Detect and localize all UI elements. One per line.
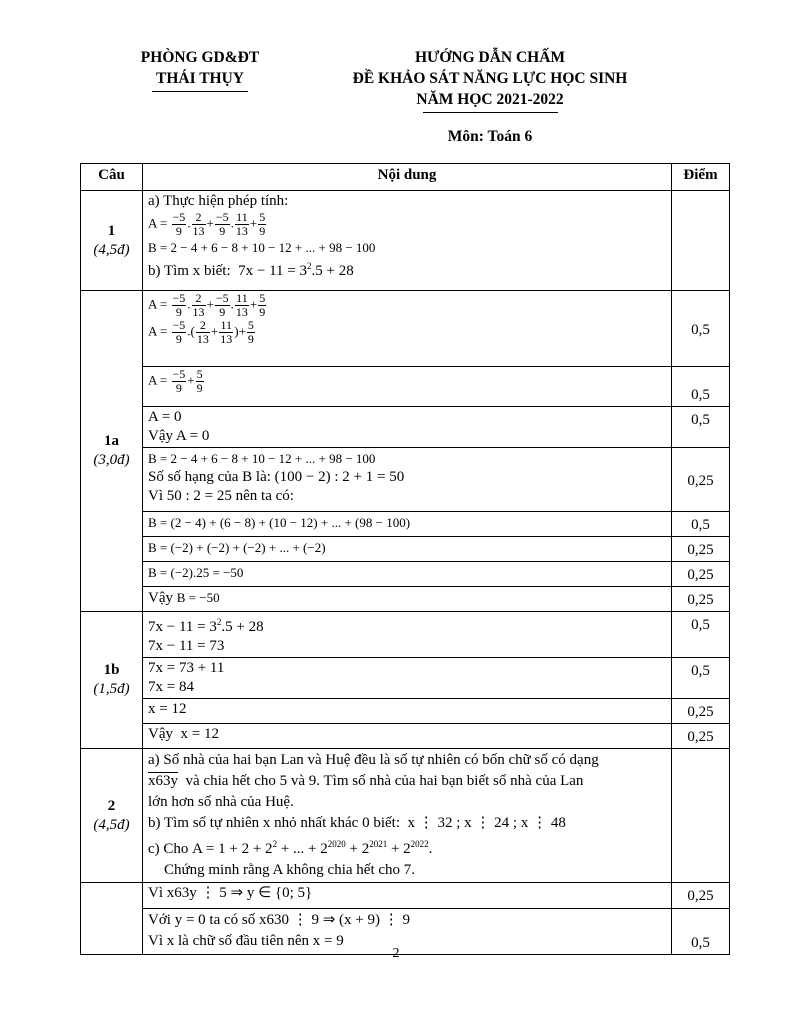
page-number: 2 bbox=[392, 946, 400, 961]
content-cell bbox=[143, 291, 672, 367]
doc-title: HƯỚNG DẪN CHẤM bbox=[414, 49, 566, 66]
grading-table bbox=[80, 163, 730, 955]
content-cell: Vậy B = −50 bbox=[143, 587, 672, 612]
score-cell: 0,5 bbox=[672, 658, 730, 699]
exam-title: ĐỀ KHẢO SÁT NĂNG LỰC HỌC SINH bbox=[352, 70, 628, 87]
score-cell: 0,5 bbox=[672, 512, 730, 537]
content-cell: B = (−2).25 = −50 bbox=[143, 562, 672, 587]
table-row bbox=[81, 724, 730, 749]
header-noi-dung: Nội dung bbox=[143, 164, 672, 191]
score-cell: 0,25 bbox=[672, 537, 730, 562]
score-cell: 0,25 bbox=[672, 587, 730, 612]
table-row bbox=[81, 658, 730, 699]
table-header-row bbox=[81, 164, 730, 191]
formula-a-step2: A = $\frac{-5}{9}$ .( $\frac{2}{13}$ + $\frac{11}{13}$ )+ $\frac{5}{9}$ bbox=[148, 318, 254, 346]
content-cell: 7x = 73 + 11 7x = 84 bbox=[143, 658, 672, 699]
table-row bbox=[81, 448, 730, 512]
content-cell: B = (2 − 4) + (6 − 8) + (10 − 12) + ... + (98 − 100) bbox=[143, 512, 672, 537]
header-left-underline bbox=[152, 91, 248, 92]
header-left bbox=[130, 47, 270, 92]
content-cell: A = 0 Vậy A = 0 bbox=[143, 407, 672, 448]
district-name: THÁI THỤY bbox=[156, 70, 244, 87]
question-cell: 1a (3,0đ) bbox=[81, 291, 143, 612]
content-cell: a) Số nhà của hai bạn Lan và Huệ đều là số tự nhiên có bốn chữ số có dạng x63y và chia hết cho 5 và 9. Tìm số nhà của hai bạn biết số nhà của Lan lớn hơn số nhà của Huệ. b) Tìm số tự nhiên x nhỏ nhất khác 0 biết: x ⋮ 32 ; x ⋮ 24 ; x ⋮ 48 c) Cho $A = 1 + 2 + 2^2$ + ... + $2^{2020} + 2^{2021} + 2^{2022}$. Chứng minh rằng A không chia hết cho 7. bbox=[143, 749, 672, 883]
score-cell: 0,5 bbox=[672, 909, 730, 955]
subject-label: Môn: Toán 6 bbox=[447, 128, 533, 145]
score-cell: 0,25 bbox=[672, 448, 730, 512]
score-cell: 0,5 bbox=[672, 367, 730, 407]
table-row bbox=[81, 749, 730, 883]
content-cell: Với y = 0 ta có số x630 ⋮ 9 ⇒ (x + 9) ⋮ 9 Vì x là chữ số đầu tiên nên x = 9 bbox=[143, 909, 672, 955]
table-row bbox=[81, 512, 730, 537]
content-cell: $7x - 11 = 3^2.5 + 28$ 7x − 11 = 73 bbox=[143, 612, 672, 658]
content-cell bbox=[143, 367, 672, 407]
score-cell: 0,25 bbox=[672, 724, 730, 749]
score-cell: 0,5 bbox=[672, 612, 730, 658]
table-row bbox=[81, 562, 730, 587]
table-row bbox=[81, 699, 730, 724]
content-cell: B = 2 − 4 + 6 − 8 + 10 − 12 + ... + 98 − 100 Số số hạng của B là: (100 − 2) : 2 + 1 = 50 Vì 50 : 2 = 25 nên ta có: bbox=[143, 448, 672, 512]
score-cell: 0,5 bbox=[672, 407, 730, 448]
score-cell bbox=[672, 749, 730, 883]
formula-a: A = $\frac{-5}{9}$ . $\frac{2}{13}$ + $\frac{-5}{9}$ . $\frac{11}{13}$ + $\frac{5}{9}$ bbox=[148, 210, 266, 238]
score-cell bbox=[672, 191, 730, 291]
department-name: PHÒNG GD&ĐT bbox=[140, 49, 260, 66]
score-cell: 0,25 bbox=[672, 562, 730, 587]
table-row bbox=[81, 407, 730, 448]
score-cell: 0,25 bbox=[672, 883, 730, 909]
table-row bbox=[81, 537, 730, 562]
score-cell: 0,25 bbox=[672, 699, 730, 724]
header-cau: Câu bbox=[81, 164, 143, 191]
content-cell: a) Thực hiện phép tính: A = $\frac{-5}{9}$ . $\frac{2}{13}$ + $\frac{-5}{9}$ . $\frac{11}{13}$ + $\frac{5}{9}$ B = 2 − 4 + 6 − 8 + 10 − 12 + ... + 98 − 100 b) Tìm x biết: $7x - 11 = 3^2.5 + 28$ bbox=[143, 191, 672, 291]
content-cell: x = 12 bbox=[143, 699, 672, 724]
header-right bbox=[320, 47, 660, 113]
header-right-underline bbox=[423, 112, 558, 113]
formula-a-step3: A = $\frac{-5}{9}$ + $\frac{5}{9}$ bbox=[148, 367, 203, 395]
header-diem: Điểm bbox=[672, 164, 730, 191]
question-cell: 1b (1,5đ) bbox=[81, 612, 143, 749]
table-row bbox=[81, 291, 730, 367]
table-row bbox=[81, 367, 730, 407]
content-cell: B = (−2) + (−2) + (−2) + ... + (−2) bbox=[143, 537, 672, 562]
table-row bbox=[81, 883, 730, 909]
question-cell bbox=[81, 883, 143, 955]
question-cell: 2 (4,5đ) bbox=[81, 749, 143, 883]
content-cell: Vì x63y ⋮ 5 ⇒ y ∈ {0; 5} bbox=[143, 883, 672, 909]
school-year: NĂM HỌC 2021-2022 bbox=[416, 91, 564, 108]
table-row bbox=[81, 612, 730, 658]
question-cell: 1 (4,5đ) bbox=[81, 191, 143, 291]
table-row bbox=[81, 191, 730, 291]
table-row bbox=[81, 587, 730, 612]
content-cell: Vậy x = 12 bbox=[143, 724, 672, 749]
score-cell: 0,5 bbox=[672, 291, 730, 367]
formula-a-step1: A = $\frac{-5}{9}$ . $\frac{2}{13}$ + $\frac{-5}{9}$ . $\frac{11}{13}$ + $\frac{5}{9}$ bbox=[148, 291, 266, 319]
